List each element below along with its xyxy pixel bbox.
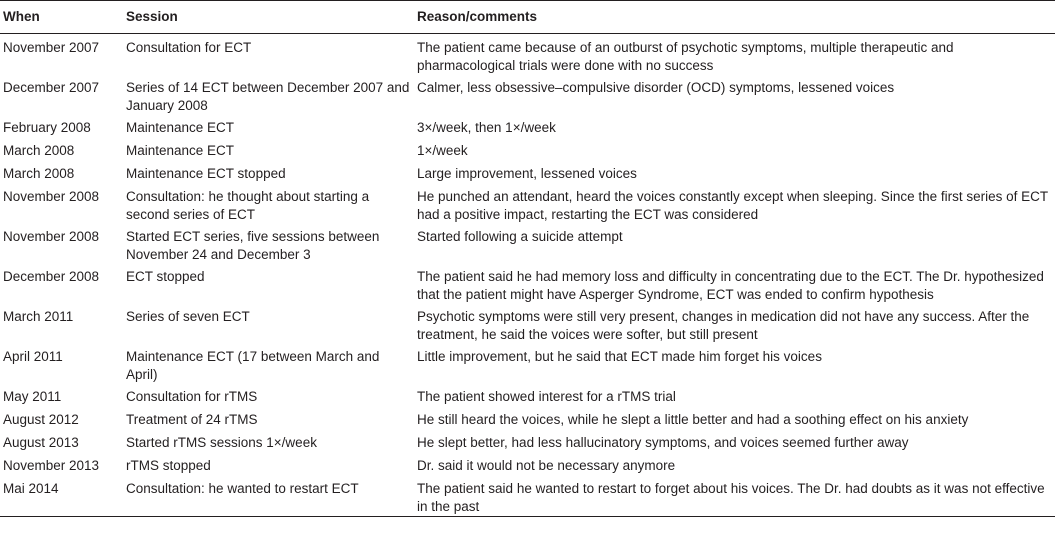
table-row [0, 34, 1055, 76]
table-row [0, 184, 1055, 224]
cell-when: December 2007 [3, 80, 100, 95]
table-row [0, 453, 1055, 476]
table-row [0, 430, 1055, 453]
cell-when: November 2013 [3, 458, 100, 473]
cell-session: Maintenance ECT stopped [126, 166, 286, 181]
cell-when: August 2012 [3, 412, 79, 427]
table-row [0, 264, 1055, 304]
cell-session: Treatment of 24 rTMS [126, 412, 258, 427]
cell-reason: The patient said he wanted to restart to forget about his voices. The Dr. had doubts as it was not effective in the past [414, 476, 1055, 517]
table-row [0, 344, 1055, 384]
table-row [0, 115, 1055, 138]
cell-session: Consultation: he wanted to restart ECT [123, 476, 414, 517]
cell-session: Series of 14 ECT between December 2007 and January 2008 [126, 80, 410, 113]
cell-reason: The patient came because of an outburst of psychotic symptoms, multiple therapeutic and pharmacological trials were done with no success [417, 40, 954, 73]
cell-when: February 2008 [3, 120, 91, 135]
cell-reason: Psychotic symptoms were still very present, changes in medication did not have any success. After the treatment, he said the voices were softer, but still present [417, 309, 1030, 342]
cell-when: May 2011 [3, 389, 62, 404]
cell-when: April 2011 [3, 349, 63, 364]
cell-when: November 2008 [3, 229, 100, 244]
cell-session: Started ECT series, five sessions between November 24 and December 3 [126, 229, 380, 262]
cell-when: March 2011 [3, 309, 74, 324]
cell-reason: Little improvement, but he said that ECT made him forget his voices [417, 349, 822, 364]
cell-when: March 2008 [3, 166, 75, 181]
cell-reason: The patient said he had memory loss and difficulty in concentrating due to the ECT. The Dr. hypothesized that the patient might have Asperger Syndrome, ECT was ended to confirm hypothesis [417, 269, 1044, 302]
table-row [0, 304, 1055, 344]
table-body [0, 34, 1055, 517]
cell-session: Started rTMS sessions 1×/week [126, 435, 317, 450]
cell-reason: He still heard the voices, while he slept a little better and had a soothing effect on his anxiety [417, 412, 969, 427]
cell-when: March 2008 [3, 143, 75, 158]
cell-reason: Calmer, less obsessive–compulsive disorder (OCD) symptoms, lessened voices [417, 80, 895, 95]
cell-reason: 3×/week, then 1×/week [417, 120, 556, 135]
table-row [0, 224, 1055, 264]
cell-reason: He slept better, had less hallucinatory symptoms, and voices seemed further away [417, 435, 909, 450]
table-row [0, 138, 1055, 161]
cell-when: November 2007 [3, 40, 100, 55]
table-row [0, 384, 1055, 407]
table-row [0, 476, 1055, 517]
cell-session: Maintenance ECT [126, 143, 235, 158]
cell-when: November 2008 [3, 189, 100, 204]
cell-reason: 1×/week [417, 143, 468, 158]
cell-session: Maintenance ECT (17 between March and April) [126, 349, 380, 382]
table-row [0, 161, 1055, 184]
header-row [0, 1, 1055, 34]
cell-when: December 2008 [3, 269, 100, 284]
cell-session: Maintenance ECT [126, 120, 235, 135]
cell-session: Consultation: he thought about starting a second series of ECT [126, 189, 370, 222]
cell-session: ECT stopped [126, 269, 205, 284]
cell-when: Mai 2014 [0, 476, 123, 517]
cell-reason: Dr. said it would not be necessary anymore [417, 458, 676, 473]
cell-reason: Started following a suicide attempt [417, 229, 623, 244]
cell-session: Series of seven ECT [126, 309, 250, 324]
cell-reason: The patient showed interest for a rTMS trial [417, 389, 676, 404]
header-reason: Reason/comments [414, 1, 1055, 34]
cell-session: rTMS stopped [126, 458, 211, 473]
table-header [0, 1, 1055, 34]
header-when: When [0, 1, 123, 34]
cell-session: Consultation for rTMS [126, 389, 258, 404]
cell-when: August 2013 [3, 435, 79, 450]
table-row [0, 407, 1055, 430]
cell-reason: Large improvement, lessened voices [417, 166, 637, 181]
cell-session: Consultation for ECT [126, 40, 252, 55]
header-session: Session [123, 1, 414, 34]
cell-reason: He punched an attendant, heard the voices constantly except when sleeping. Since the first series of ECT had a positive impact, restarting the ECT was considered [417, 189, 1048, 222]
table-row [0, 75, 1055, 115]
